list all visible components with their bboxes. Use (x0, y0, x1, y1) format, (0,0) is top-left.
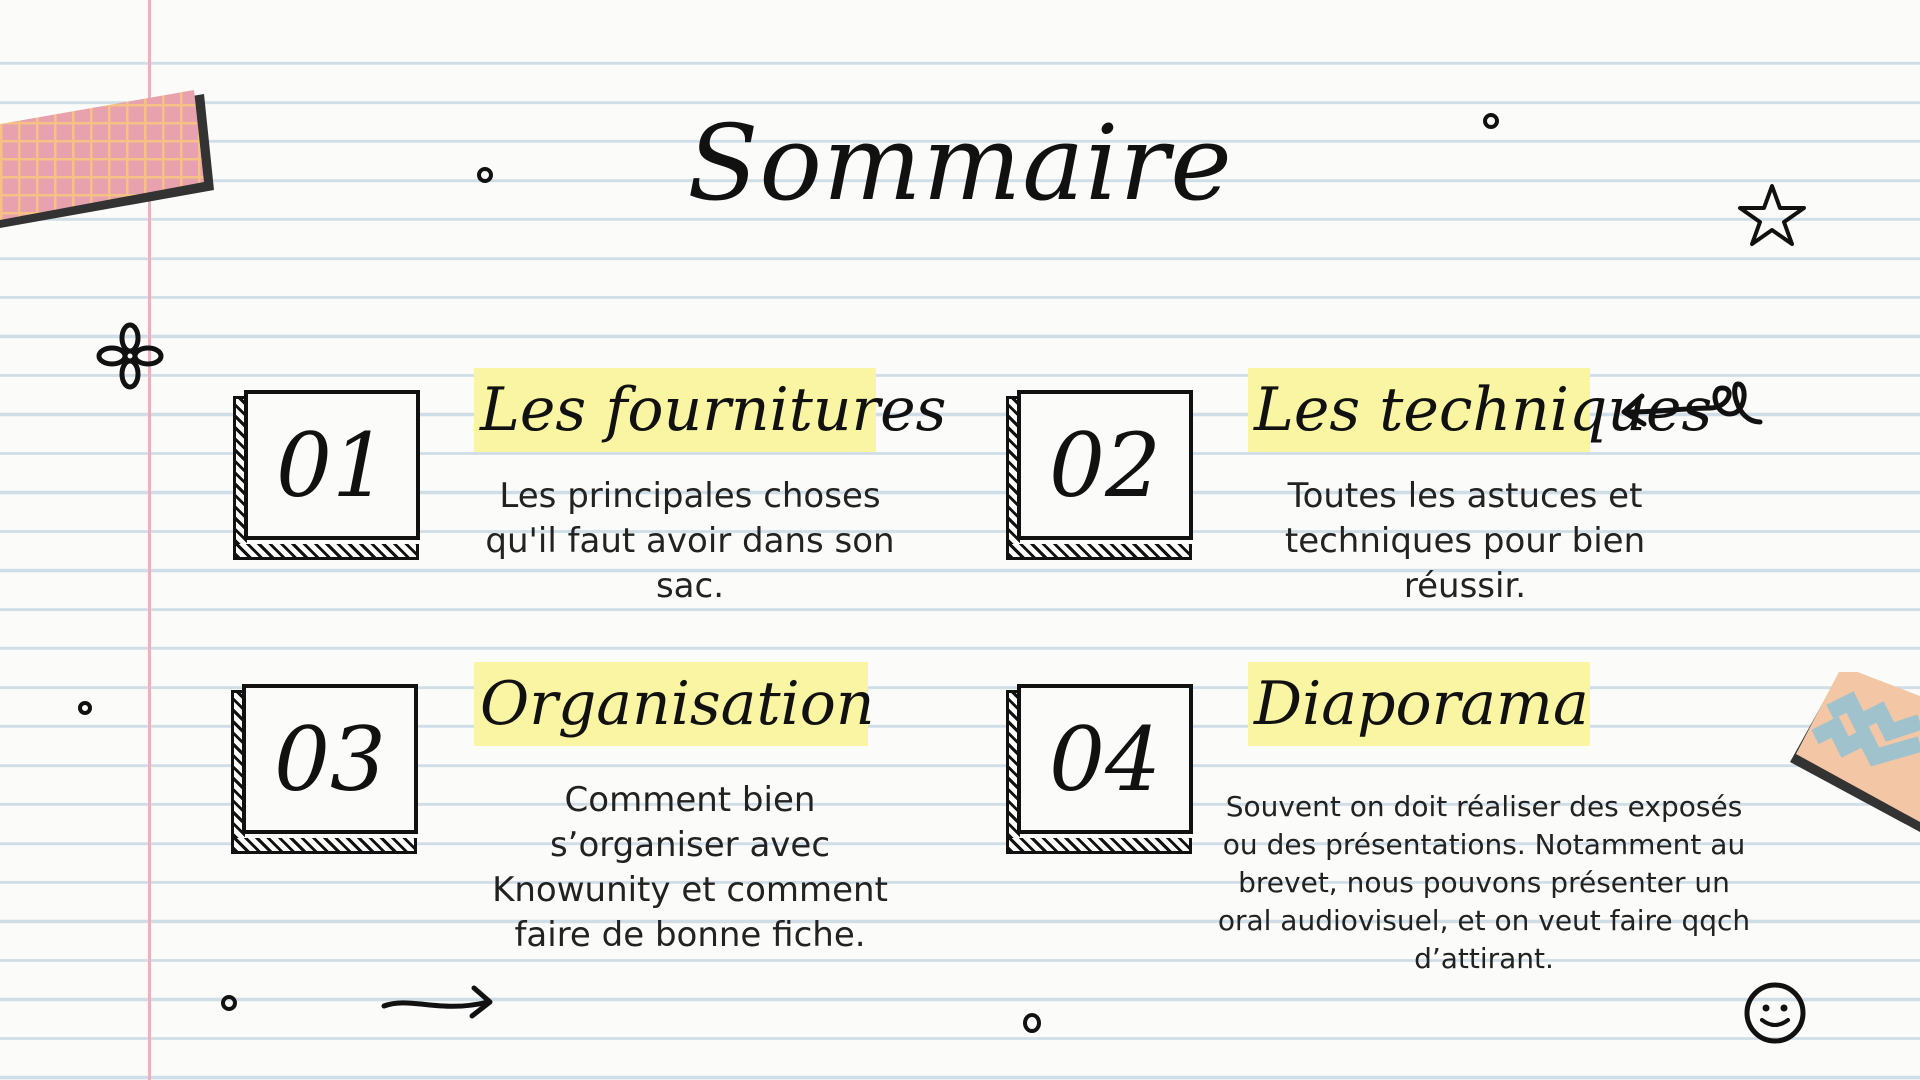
section-heading: Organisation (474, 662, 868, 746)
box-shadow (233, 544, 419, 560)
section-description: Comment bien s’organiser avec Knowunity et comment faire de bonne fiche. (492, 780, 888, 955)
circle-dot (1480, 110, 1502, 132)
flower-icon (96, 322, 164, 390)
star-icon (1734, 180, 1810, 250)
arrow-right-icon (380, 980, 500, 1026)
circle-dot (74, 697, 96, 719)
section-number: 01 (244, 390, 420, 540)
section-heading: Les techniques (1248, 368, 1590, 452)
section-number: 02 (1017, 390, 1193, 540)
box-shadow (1006, 838, 1192, 854)
section-number: 04 (1017, 684, 1193, 834)
page-title: Sommaire (687, 102, 1233, 224)
section-heading: Diaporama (1248, 662, 1590, 746)
circle-dot (1020, 1010, 1044, 1036)
circle-dot (474, 164, 496, 186)
section-description: Toutes les astuces et techniques pour bien réussir. (1284, 476, 1646, 606)
section-number: 03 (242, 684, 418, 834)
washi-tape-right (1790, 672, 1920, 852)
box-shadow (231, 838, 417, 854)
section-description: Les principales choses qu'il faut avoir dans son sac. (485, 476, 895, 606)
washi-tape-top-left (0, 86, 230, 236)
smiley-icon (1742, 980, 1808, 1046)
section-description: Souvent on doit réaliser des exposés ou des présentations. Notamment au brevet, nous pouvons présenter un oral audiovisuel, et on veut faire qqch d’attirant. (1217, 790, 1751, 975)
section-heading: Les fournitures (474, 368, 876, 452)
box-shadow (1006, 544, 1192, 560)
circle-dot (218, 992, 240, 1014)
